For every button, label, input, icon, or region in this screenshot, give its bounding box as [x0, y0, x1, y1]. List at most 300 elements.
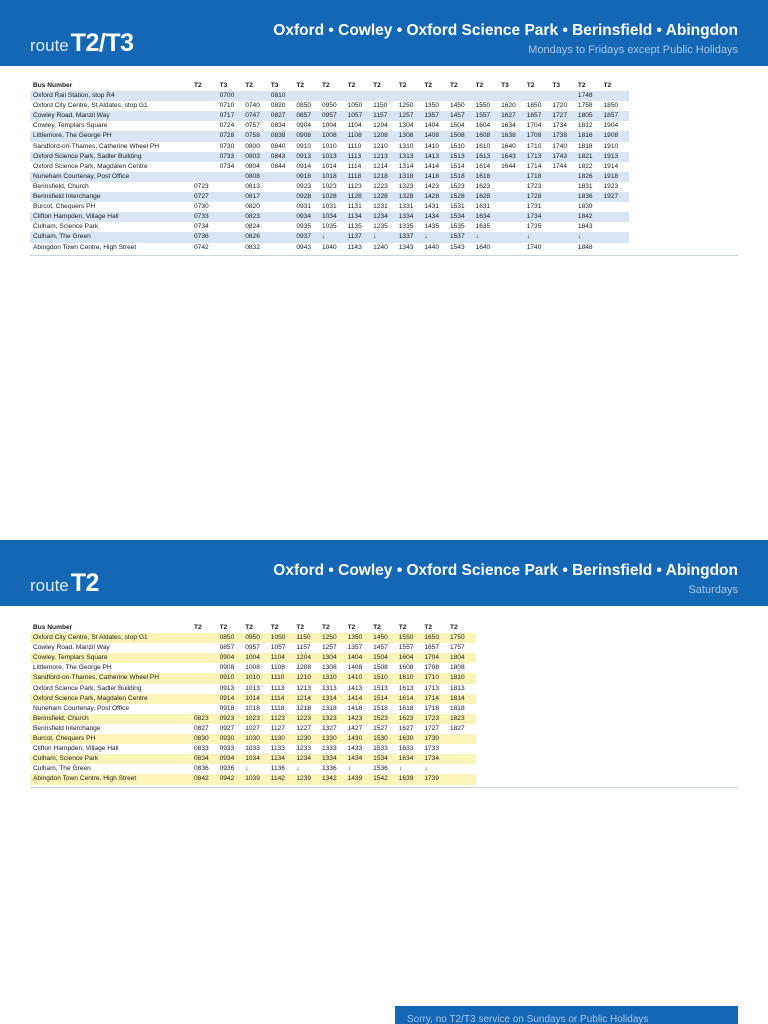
departure-time: 1514: [373, 694, 399, 704]
departure-time: 1618: [476, 172, 502, 182]
departure-time: 1826: [578, 172, 604, 182]
departure-time: [194, 91, 220, 101]
column-header-bus: T2: [398, 82, 407, 89]
departure-time: [322, 91, 348, 101]
departure-time: 0931: [296, 203, 312, 211]
departure-time: 0832: [245, 243, 260, 251]
column-header-bus: T2: [296, 624, 305, 631]
departure-time: 1730: [424, 734, 450, 744]
departure-time: 1631: [475, 203, 491, 211]
column-header-bus: T2: [398, 624, 407, 631]
table-row: [30, 643, 476, 653]
departure-time: 1008: [322, 131, 348, 141]
departure-time: 1218: [296, 704, 312, 712]
departure-time: 1213: [296, 684, 312, 692]
departure-time: 1614: [399, 694, 425, 704]
departure-time: ↓: [424, 765, 428, 773]
departure-time: 1627: [398, 724, 414, 732]
stop-name: Burcot, Chequers PH: [33, 203, 96, 211]
departure-time: 1336: [321, 765, 337, 773]
departure-time: [194, 643, 220, 653]
departure-time: 1413: [424, 152, 450, 162]
departure-time: 0813: [245, 182, 260, 190]
table-row: [30, 202, 629, 212]
departure-time: [220, 243, 246, 253]
departure-time: 1430: [348, 734, 374, 744]
departure-time: 1410: [424, 142, 440, 150]
departure-time: 0943: [296, 243, 312, 251]
departure-time: 1528: [450, 192, 476, 202]
departure-time: 1650: [526, 102, 542, 110]
departure-time: 1123: [347, 182, 362, 190]
departure-time: 1110: [347, 142, 362, 150]
departure-time: 1357: [424, 111, 450, 121]
departure-time: 1750: [450, 633, 476, 643]
departure-time: 1910: [603, 142, 619, 150]
departure-time: 0824: [245, 223, 260, 231]
column-header-bus: T2: [245, 82, 253, 89]
table-row: [30, 633, 476, 643]
column-header-bus: T2: [373, 82, 381, 89]
departure-time: 1639: [399, 774, 425, 784]
departure-time: 1510: [373, 673, 399, 683]
column-header-bus: T2: [424, 624, 433, 631]
departure-time: 1440: [424, 243, 440, 251]
departure-time: 1033: [245, 745, 260, 753]
departure-time: 0736: [194, 232, 220, 242]
departure-time: 1204: [296, 653, 322, 663]
departure-time: 1836: [578, 192, 604, 202]
departure-time: 1708: [424, 664, 440, 672]
departure-time: 1233: [296, 745, 312, 753]
departure-time: 1408: [424, 131, 450, 141]
departure-time: 1030: [245, 734, 271, 744]
stop-name: Littlemore, The George PH: [30, 131, 194, 141]
departure-time: 1450: [449, 102, 465, 110]
departure-time: 1527: [373, 724, 388, 732]
departure-time: [450, 774, 476, 784]
departure-time: 1210: [373, 142, 388, 150]
departure-time: [194, 684, 220, 694]
departure-time: 0904: [296, 122, 312, 130]
departure-time: [245, 91, 271, 101]
departure-time: 1720: [552, 102, 567, 110]
departure-time: 0728: [220, 131, 246, 141]
departure-time: 1133: [270, 745, 285, 753]
table-row: [30, 694, 476, 704]
departure-time: 1114: [271, 694, 297, 704]
departure-time: 1640: [475, 243, 491, 251]
departure-time: 1813: [449, 684, 465, 692]
departure-time: 1727: [424, 724, 440, 732]
column-header-bus: T2: [475, 82, 484, 89]
departure-time: 1004: [245, 653, 271, 663]
departure-time: [604, 212, 630, 222]
departure-time: 1239: [296, 774, 322, 784]
departure-time: 0723: [194, 182, 209, 190]
departure-time: [450, 754, 476, 764]
departure-time: 0844: [270, 162, 286, 170]
departure-time: 1142: [271, 774, 297, 784]
departure-time: 0840: [270, 142, 286, 150]
departure-time: 1638: [501, 131, 527, 141]
departure-time: ↓: [527, 232, 553, 242]
stop-name: Culham, Science Park: [30, 754, 194, 764]
departure-time: 1218: [373, 172, 399, 182]
table-row: [30, 684, 476, 694]
departure-time: 1135: [347, 223, 362, 231]
departure-time: 1839: [577, 203, 593, 211]
departure-time: 1136: [270, 765, 285, 773]
departure-time: 1613: [398, 684, 414, 692]
departure-time: 1234: [296, 754, 322, 764]
departure-time: 1735: [526, 223, 542, 231]
departure-time: 0808: [245, 172, 271, 182]
footer-notice: Sorry, no T2/T3 service on Sundays or Public Holidays: [395, 1006, 738, 1024]
stop-name: Oxford Science Park, Magdalen Centre: [30, 694, 194, 704]
table-row: [30, 232, 629, 242]
departure-time: 0942: [220, 774, 246, 784]
departure-time: 1857: [604, 111, 630, 121]
departure-time: 0923: [220, 714, 246, 724]
departure-time: 1137: [348, 232, 374, 242]
departure-time: ↓: [373, 232, 399, 242]
departure-time: 1608: [476, 131, 502, 141]
departure-time: 1039: [245, 774, 271, 784]
departure-time: 1235: [373, 223, 388, 231]
table-row: [30, 243, 629, 253]
departure-time: 1718: [424, 704, 440, 712]
departure-time: 1013: [322, 152, 348, 162]
departure-time: 0820: [270, 102, 286, 110]
departure-time: [450, 734, 476, 744]
departure-time: 1827: [449, 724, 465, 732]
departure-time: 0734: [219, 162, 235, 170]
stop-name: Sandford-on-Thames, Catherine Wheel PH: [30, 673, 194, 683]
departure-time: 1010: [321, 142, 337, 150]
departure-time: 1457: [373, 644, 388, 652]
departure-time: 1314: [322, 694, 348, 704]
departure-time: [476, 91, 502, 101]
departure-time: 0833: [194, 745, 209, 753]
departure-time: 1337: [399, 232, 425, 242]
departure-time: 0935: [296, 223, 312, 231]
departure-time: 1334: [322, 754, 348, 764]
table-row: [30, 774, 476, 784]
departure-time: 1831: [577, 182, 593, 190]
stop-name: Berinsfield, Church: [30, 714, 194, 724]
departure-time: 1630: [399, 734, 425, 744]
column-header-bus: T2: [321, 624, 330, 631]
departure-time: 1308: [399, 131, 425, 141]
departure-time: 0804: [245, 162, 260, 170]
departure-time: 1748: [578, 91, 604, 101]
departure-time: 1710: [424, 673, 450, 683]
departure-time: 0827: [194, 724, 209, 732]
departure-time: [194, 162, 220, 172]
table-row: [30, 212, 629, 222]
departure-time: 1810: [450, 673, 476, 683]
departure-time: 1734: [527, 212, 553, 222]
departure-time: 0836: [194, 765, 209, 773]
departure-time: [552, 172, 578, 182]
departure-time: [220, 212, 246, 222]
departure-time: 0724: [219, 122, 235, 130]
departure-time: 1848: [577, 243, 593, 251]
departure-time: 0908: [296, 131, 322, 141]
saturday-banner: [0, 540, 768, 606]
header-row: [30, 623, 476, 633]
departure-time: 1739: [424, 774, 450, 784]
departure-time: 1523: [449, 182, 465, 190]
column-header-bus: T3: [219, 82, 228, 89]
table-row: [30, 754, 476, 764]
column-header-bus: T2: [577, 82, 586, 89]
departure-time: 0914: [220, 694, 246, 704]
weekday-route-label: [30, 29, 134, 58]
departure-time: 1758: [577, 102, 593, 110]
departure-time: 1734: [424, 754, 450, 764]
stop-name: Oxford City Centre, St Aldates, stop G1: [30, 633, 194, 643]
column-header-bus: T2: [245, 624, 253, 631]
departure-time: 1550: [399, 633, 425, 643]
column-header-bus: T2: [449, 82, 458, 89]
departure-time: [450, 764, 476, 774]
weekday-timetable: [30, 81, 629, 253]
departure-time: 1816: [578, 131, 604, 141]
departure-time: 1518: [450, 172, 476, 182]
departure-time: 0850: [296, 102, 312, 110]
departure-time: 1404: [424, 122, 440, 130]
departure-time: 1110: [271, 673, 297, 683]
departure-time: [604, 202, 630, 212]
stop-name: Cowley, Templars Square: [30, 653, 194, 663]
departure-time: 1250: [398, 102, 414, 110]
departure-time: [194, 633, 220, 643]
departure-time: 0800: [245, 142, 260, 150]
departure-time: 0730: [194, 203, 209, 211]
departure-time: 0936: [219, 765, 235, 773]
departure-time: 1414: [348, 694, 374, 704]
departure-time: 1214: [296, 694, 322, 704]
departure-time: 1357: [347, 644, 363, 652]
departure-time: 1313: [321, 684, 337, 692]
departure-time: [271, 172, 297, 182]
stop-name: Nuneham Courtenay, Post Office: [30, 172, 194, 182]
departure-time: 1157: [296, 644, 311, 652]
departure-time: [271, 202, 297, 212]
departure-time: 0918: [296, 172, 322, 182]
departure-time: [194, 121, 220, 131]
departure-time: 1057: [270, 644, 286, 652]
departure-time: 1644: [501, 162, 516, 170]
departure-time: 1518: [373, 704, 388, 712]
departure-time: [552, 91, 578, 101]
departure-time: 1738: [552, 131, 578, 141]
departure-time: 1610: [475, 142, 491, 150]
departure-time: 0957: [245, 644, 260, 652]
departure-time: 1604: [475, 122, 491, 130]
departure-time: 0918: [219, 704, 235, 712]
departure-time: 1439: [348, 774, 374, 784]
departure-time: 1418: [347, 704, 363, 712]
table-row: [30, 121, 629, 131]
departure-time: [552, 192, 578, 202]
departure-time: 0914: [296, 162, 312, 170]
departure-time: 0930: [220, 734, 246, 744]
departure-time: 1614: [475, 162, 491, 170]
saturday-route-label: [30, 569, 99, 598]
departure-time: 1130: [271, 734, 297, 744]
departure-time: [194, 694, 220, 704]
departure-time: 1050: [347, 102, 363, 110]
departure-time: [348, 91, 374, 101]
departure-time: [194, 152, 220, 162]
departure-time: [552, 243, 578, 253]
departure-time: [604, 243, 630, 253]
stop-name: Littlemore, The George PH: [33, 664, 112, 672]
departure-time: 1223: [373, 182, 388, 190]
departure-time: 1331: [398, 203, 414, 211]
departure-time: 0934: [220, 754, 246, 764]
departure-time: 1434: [348, 754, 374, 764]
departure-time: 1031: [321, 203, 337, 211]
departure-time: 1134: [348, 212, 374, 222]
departure-time: 1113: [270, 684, 285, 692]
departure-time: 1508: [450, 131, 476, 141]
departure-time: 1118: [348, 172, 374, 182]
departure-time: 1918: [604, 172, 630, 182]
departure-time: 1213: [373, 152, 399, 162]
departure-time: 1823: [450, 714, 476, 724]
departure-time: ↓: [398, 765, 403, 773]
departure-time: 0910: [220, 673, 246, 683]
departure-time: 1327: [321, 724, 337, 732]
weekday-divider: [30, 255, 738, 256]
departure-time: 1723: [424, 714, 450, 724]
departure-time: 1123: [271, 714, 297, 724]
departure-time: 1035: [321, 223, 337, 231]
stop-name: Oxford Science Park, Sadler Building: [30, 152, 194, 162]
departure-time: 0843: [271, 152, 297, 162]
departure-time: 0820: [245, 203, 260, 211]
departure-time: 0717: [220, 111, 246, 121]
saturday-timetable: [30, 623, 476, 785]
departure-time: ↓: [476, 232, 502, 242]
weekday-title: Oxford • Cowley • Oxford Science Park • Berinsfield • Abingdon: [273, 22, 738, 39]
column-header-bus: T2: [296, 82, 305, 89]
departure-time: 1713: [527, 152, 553, 162]
departure-time: [501, 202, 527, 212]
departure-time: 1330: [322, 734, 348, 744]
departure-time: 0757: [245, 122, 260, 130]
stop-name: Culham, Science Park: [33, 223, 99, 231]
departure-time: 1350: [424, 102, 440, 110]
weekday-route-prefix: route: [30, 36, 69, 55]
departure-time: 1234: [373, 212, 399, 222]
departure-time: 1450: [373, 633, 399, 643]
departure-time: 1150: [373, 102, 388, 110]
departure-time: 1018: [245, 704, 260, 712]
departure-time: 1250: [322, 633, 348, 643]
departure-time: 1710: [526, 142, 542, 150]
departure-time: 1508: [373, 664, 388, 672]
departure-time: 1818: [577, 142, 593, 150]
departure-time: 1313: [399, 152, 425, 162]
departure-time: 0826: [245, 232, 271, 242]
departure-time: 1812: [577, 122, 593, 130]
departure-time: 1114: [347, 162, 362, 170]
column-header-bus: T2: [603, 82, 612, 89]
departure-time: [194, 131, 220, 141]
column-header-bus: T2: [373, 624, 381, 631]
departure-time: 1414: [424, 162, 440, 170]
departure-time: 1010: [245, 673, 271, 683]
departure-time: 1431: [424, 203, 440, 211]
stop-name: Abingdon Town Centre, High Street: [30, 774, 194, 784]
departure-time: 1657: [424, 644, 440, 652]
table-row: [30, 142, 629, 152]
departure-time: 1014: [245, 694, 271, 704]
departure-time: 1714: [424, 694, 450, 704]
departure-time: 1657: [527, 111, 553, 121]
stop-name: Culham, The Green: [33, 765, 91, 773]
departure-time: 1542: [373, 774, 399, 784]
table-row: [30, 131, 629, 141]
departure-time: 0823: [245, 212, 271, 222]
departure-time: [604, 222, 630, 232]
departure-time: 1034: [245, 754, 271, 764]
departure-time: 1757: [449, 644, 465, 652]
table-row: [30, 663, 476, 673]
departure-time: 1608: [398, 664, 414, 672]
departure-time: 1643: [501, 152, 527, 162]
departure-time: 1513: [373, 684, 388, 692]
departure-time: [552, 212, 578, 222]
departure-time: 1050: [271, 633, 297, 643]
table-row: [30, 714, 476, 724]
departure-time: 1318: [399, 172, 425, 182]
departure-time: 1150: [296, 633, 322, 643]
departure-time: 1434: [424, 212, 450, 222]
column-header-bus: T3: [270, 82, 279, 89]
stop-name: Cowley, Templars Square: [33, 122, 108, 130]
departure-time: ↓: [347, 765, 351, 773]
departure-time: 0927: [219, 724, 235, 732]
departure-time: 1530: [373, 734, 399, 744]
departure-time: 1143: [347, 243, 362, 251]
stop-name: Burcot, Chequers PH: [30, 734, 194, 744]
departure-time: ↓: [245, 765, 249, 773]
departure-time: 0908: [219, 664, 235, 672]
departure-time: 1557: [398, 644, 414, 652]
departure-time: 1718: [527, 172, 553, 182]
departure-time: 1118: [270, 704, 285, 712]
departure-time: 0842: [194, 774, 220, 784]
departure-time: 1804: [450, 653, 476, 663]
departure-time: 0827: [271, 111, 297, 121]
departure-time: [501, 212, 527, 222]
departure-time: 0747: [245, 111, 271, 121]
departure-time: [501, 172, 527, 182]
departure-time: 1740: [526, 243, 542, 251]
column-header-stop: Bus Number: [33, 624, 73, 631]
departure-time: 1534: [450, 212, 476, 222]
departure-time: 0817: [245, 192, 271, 202]
departure-time: ↓: [424, 232, 450, 242]
departure-time: 1334: [399, 212, 425, 222]
departure-time: 1423: [424, 182, 440, 190]
